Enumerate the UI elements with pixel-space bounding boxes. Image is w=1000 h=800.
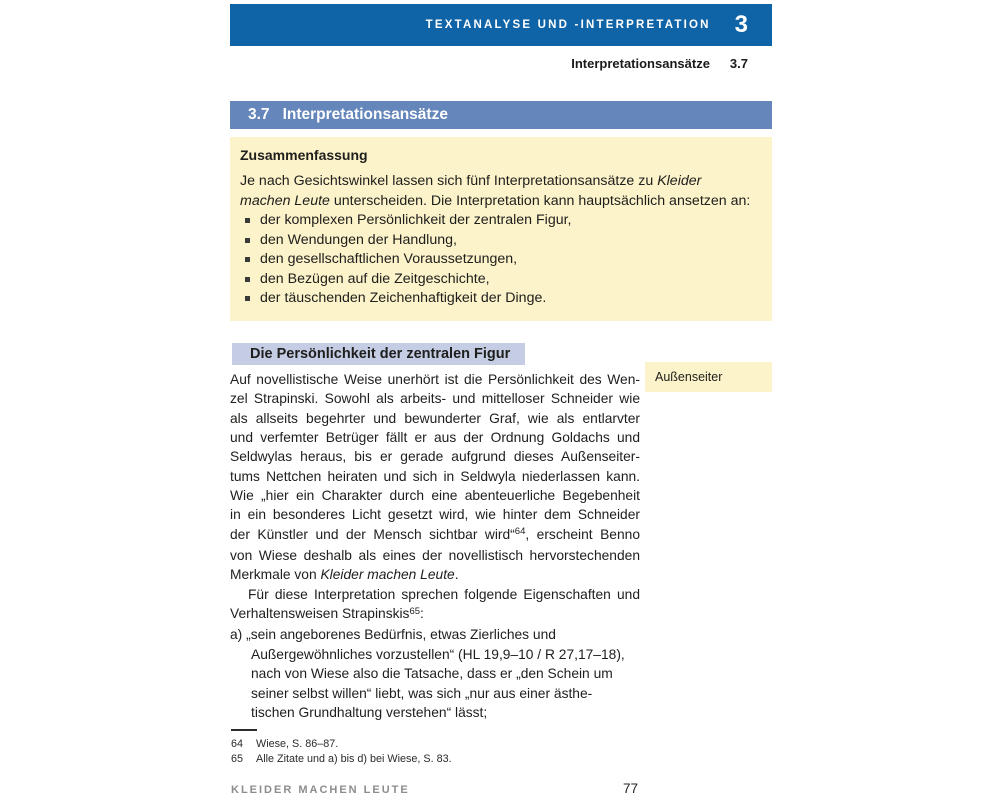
- text-line: Auf novellistische Weise unerhört ist die Persönlichkeit des Wen-: [230, 372, 640, 387]
- text-line: Merkmale von Kleider machen Leute.: [230, 567, 459, 583]
- footnote-number: 65: [231, 752, 244, 765]
- footnote-number: 64: [231, 738, 244, 750]
- bullet-item: [240, 231, 762, 251]
- footnote-text: Alle Zitate und a) bis d) bei Wiese, S. 83.: [256, 752, 452, 765]
- text-line: von Wiese deshalb als eines der novellistisch hervorstechenden: [230, 548, 640, 564]
- margin-note: Außenseiter: [645, 362, 772, 392]
- text-line: seiner selbst willen“ liebt, was sich „nur aus einer ästhe-: [251, 685, 593, 701]
- section-number: 3.7: [248, 106, 270, 123]
- text-line: Verhaltensweisen Strapinskis$^{65}$:: [230, 605, 424, 622]
- book-page: [230, 0, 772, 800]
- body-text-column: [230, 370, 640, 722]
- summary-bullet-list: [240, 211, 762, 309]
- chapter-title: TEXTANALYSE UND -INTERPRETATION: [425, 19, 711, 31]
- text-line: zel Strapinski. Sowohl als arbeits- und mittelloser Schneider wie: [230, 391, 640, 407]
- subsection-heading: Die Persönlichkeit der zentralen Figur: [232, 343, 525, 365]
- text-line: Außergewöhnliches vorzustellen“ (HL 19,9–10 / R 27,17–18),: [251, 646, 625, 662]
- footer-book-title: KLEIDER MACHEN LEUTE: [231, 784, 410, 796]
- summary-intro-line: Je nach Gesichtswinkel lassen sich fünf Interpretationsansätze zu Kleider: [240, 173, 702, 189]
- chapter-number: 3: [734, 11, 748, 38]
- summary-intro-line: machen Leute unterscheiden. Die Interpretation kann hauptsächlich ansetzen an:: [240, 192, 751, 209]
- chapter-header-bar: [230, 4, 772, 46]
- footnotes: [231, 737, 452, 767]
- bullet-text: den gesellschaftlichen Voraussetzungen,: [260, 251, 518, 267]
- footnote-text: Wiese, S. 86–87.: [256, 738, 339, 750]
- text-line: als allseits begehrter und bewunderter Graf, wie als entlarvter: [230, 410, 640, 426]
- text-line: in ein besonderes Licht gesetzt wird, wie hinter dem Schneider: [230, 507, 640, 523]
- text-line: Seldwylas heraus, bis er gerade aufgrund dieses Außenseiter-: [230, 449, 640, 465]
- summary-box: [230, 137, 772, 321]
- bullet-text: der komplexen Persönlichkeit der zentralen Figur,: [260, 212, 572, 228]
- footnote-row: [231, 752, 452, 767]
- summary-intro: [240, 172, 762, 211]
- bullet-marker-icon: [245, 296, 250, 301]
- page-number: 77: [622, 781, 638, 796]
- bullet-marker-icon: [245, 277, 250, 282]
- bullet-text: den Wendungen der Handlung,: [260, 231, 457, 248]
- bullet-text: der täuschenden Zeichenhaftigkeit der Dinge.: [260, 290, 547, 306]
- bullet-text: den Bezügen auf die Zeitgeschichte,: [260, 270, 490, 287]
- text-line: tischen Grundhaltung verstehen“ lässt;: [251, 704, 488, 720]
- text-line: der Künstler und der Mensch sichtbar wird“$^{64}$, erscheint Benno: [230, 526, 640, 542]
- summary-heading: Zusammenfassung: [240, 147, 368, 163]
- running-header-number: 3.7: [729, 56, 748, 71]
- footnote-row: [231, 737, 452, 752]
- text-line: Für diese Interpretation sprechen folgende Eigenschaften und: [248, 586, 640, 602]
- running-header: [571, 56, 748, 71]
- bullet-marker-icon: [245, 238, 250, 243]
- text-line: a) „sein angeborenes Bedürfnis, etwas Zierliches und: [230, 627, 556, 643]
- text-line: nach von Wiese also die Tatsache, dass er „den Schein um: [251, 666, 613, 682]
- bullet-marker-icon: [245, 218, 250, 223]
- text-line: Wie „hier ein Charakter durch eine abenteuerliche Begebenheit: [230, 488, 640, 504]
- bullet-item: [240, 289, 762, 309]
- bullet-item: [240, 211, 762, 231]
- section-label: Interpretationsansätze: [282, 106, 448, 123]
- bullet-item: [240, 250, 762, 270]
- running-header-label: Interpretationsansätze: [571, 56, 710, 71]
- text-line: tums Nettchen heiraten und sich in Seldwyla niederlassen kann.: [230, 468, 640, 484]
- bullet-marker-icon: [245, 257, 250, 262]
- text-line: und verfemter Betrüger fällt er aus der Ordnung Goldachs und: [230, 430, 640, 446]
- section-title-band: [230, 101, 772, 129]
- bullet-item: [240, 270, 762, 290]
- footnote-rule: [231, 729, 257, 731]
